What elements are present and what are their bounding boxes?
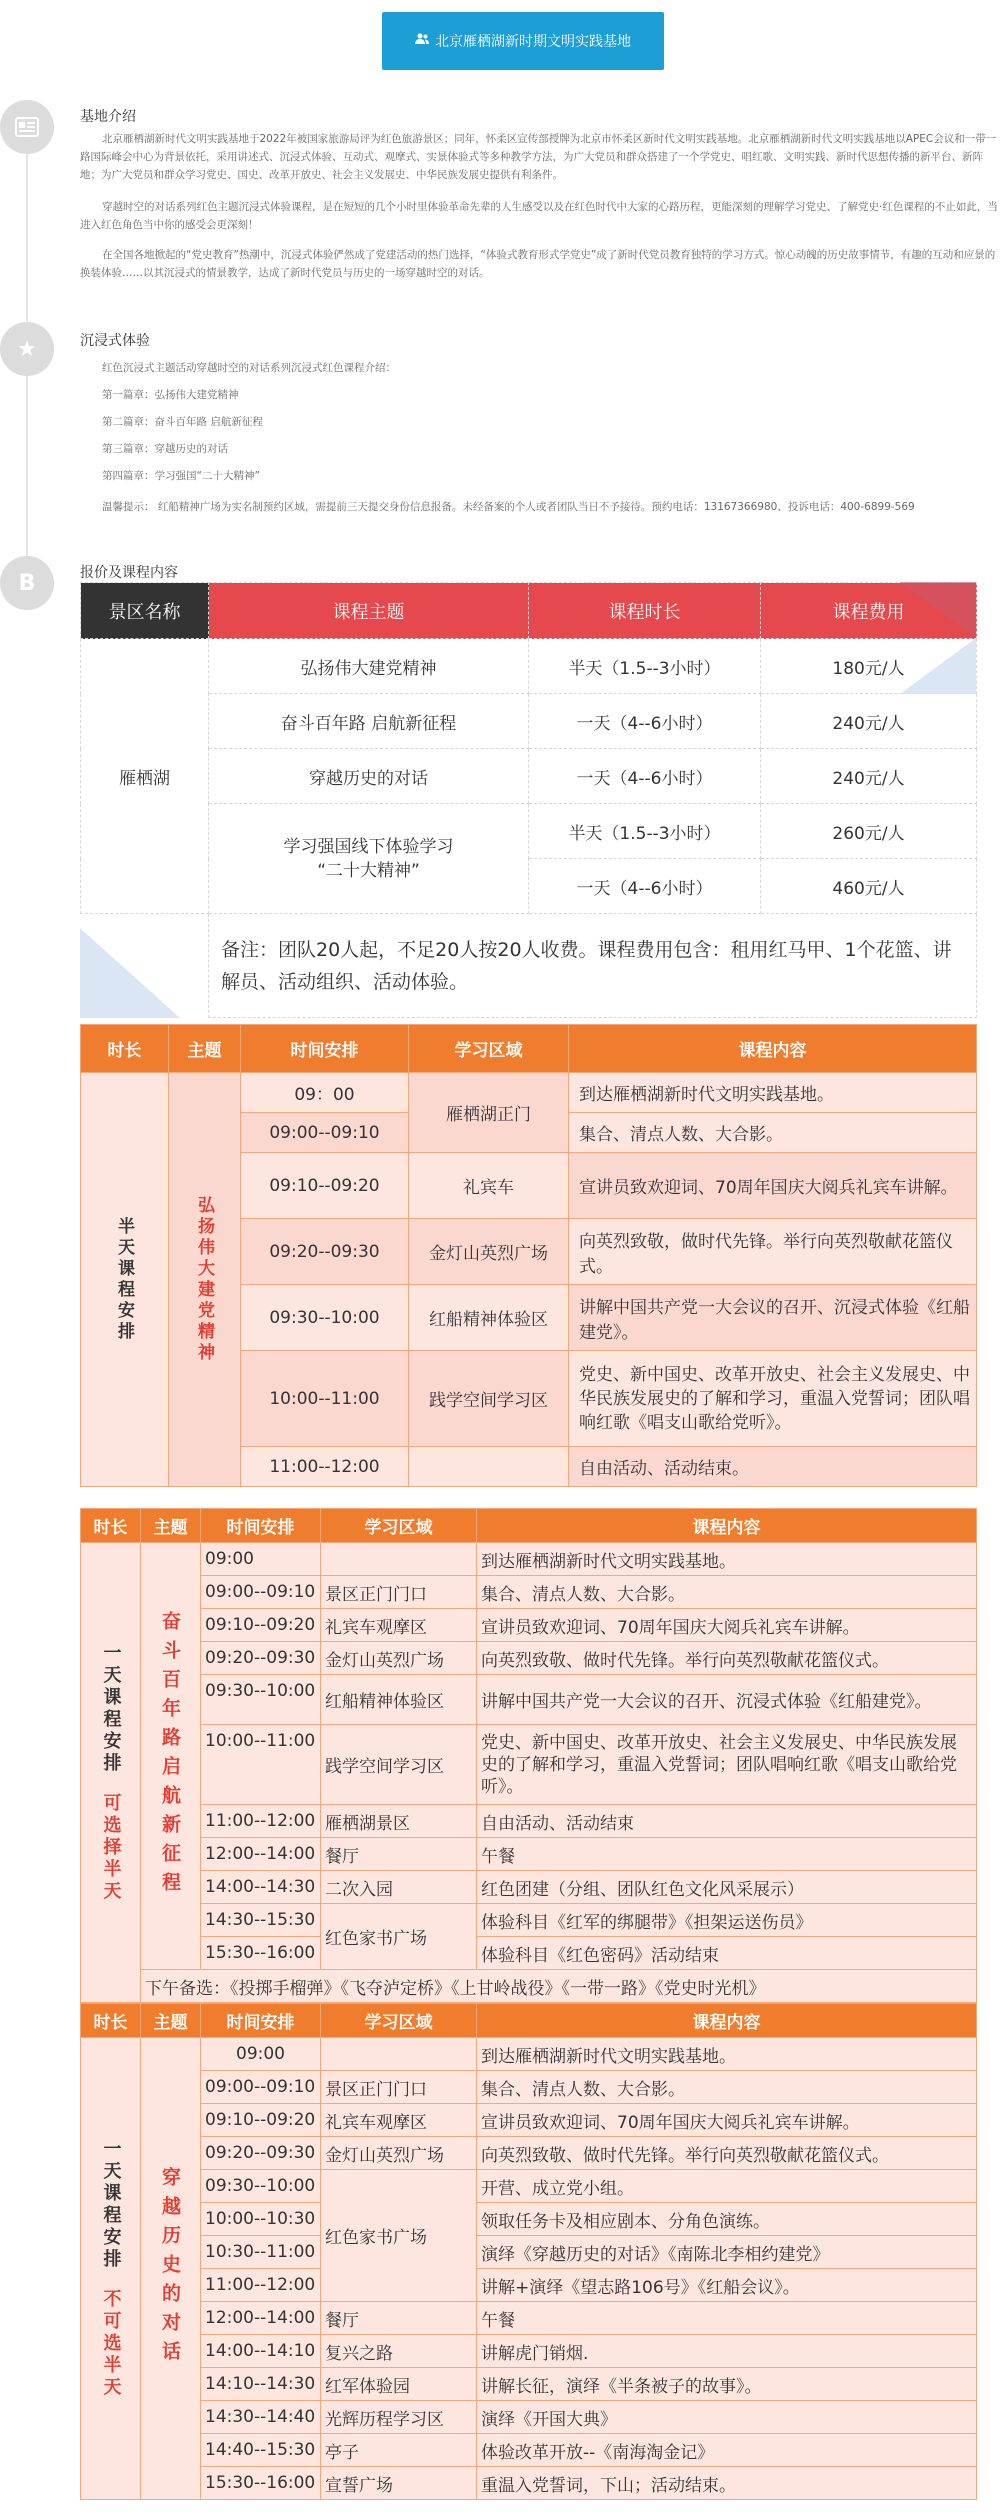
- content-cell: 向英烈致敬、做时代先锋。举行向英烈敬献花篮仪式。: [477, 1642, 977, 1675]
- content-cell: 红色团建（分组、团队红色文化风采展示）: [477, 1871, 977, 1904]
- time-cell: 09:10--09:20: [241, 1153, 409, 1219]
- schedule-header: 主题: [169, 1025, 241, 1073]
- content-cell: 体验科目《红色密码》活动结束: [477, 1937, 977, 1970]
- decor-triangle: [900, 638, 976, 694]
- time-cell: 14:40--15:30: [201, 2434, 321, 2467]
- time-cell: 09:30--10:00: [201, 1675, 321, 1725]
- area-cell: 红船精神体验区: [321, 1675, 477, 1725]
- time-cell: 14:00--14:30: [201, 1871, 321, 1904]
- course-duration: 一天（4--6小时）: [529, 859, 761, 914]
- area-cell: 红色家书广场: [321, 2170, 477, 2302]
- area-cell: 红船精神体验区: [409, 1285, 569, 1351]
- course-fee: 260元/人: [761, 804, 977, 859]
- content-cell: 集合、清点人数、大合影。: [477, 2071, 977, 2104]
- schedule-optional: 不可选半天: [100, 2288, 122, 2399]
- intro-paragraph-1: 北京雁栖湖新时代文明实践基地于2022年被国家旅游局评为红色旅游景区；同年，怀柔区宣传部授牌为北京市怀柔区新时代文明实践基地。北京雁栖湖新时代文明实践基地以APEC会议和一带一路国际峰会中心为背景依托，采用讲述式、沉浸式体验、互动式、观摩式、实景体验式等多种教学方法，为广大党员和群众搭建了一个学党史、唱红歌、文明实践、新时代思想传播的新平台、新阵地；为广大党员和群众学习党史、国史、改革开放史、社会主义发展史、中华民族发展史提供有利条件。: [80, 133, 997, 181]
- schedule-header: 时长: [81, 2004, 141, 2038]
- intro-paragraph-2: 穿越时空的对话系列红色主题沉浸式体验课程，是在短短的几个小时里体验革命先辈的人生感受以及在红色时代中大家的心路历程，更能深刻的理解学习党史、了解党史·红色课程的不止如此，当进入红色角色当中你的感受会更深刻！: [80, 201, 998, 231]
- chapter-item: 第四篇章：学习强国“二十大精神”: [102, 470, 260, 482]
- time-cell: 10:00--11:00: [241, 1351, 409, 1447]
- time-cell: 14:10--14:30: [201, 2368, 321, 2401]
- time-cell: 09:20--09:30: [201, 2137, 321, 2170]
- time-cell: 09:00: [201, 1543, 321, 1576]
- time-cell: 09:10--09:20: [201, 2104, 321, 2137]
- schedule-theme: 奋斗百年路启航新征程: [159, 1611, 181, 1901]
- schedule-header: 课程内容: [477, 2004, 977, 2038]
- content-cell: 自由活动、活动结束: [477, 1805, 977, 1838]
- decor-triangle: [900, 582, 976, 638]
- content-cell: 宣讲员致欢迎词、70周年国庆大阅兵礼宾车讲解。: [477, 1609, 977, 1642]
- base-title-button[interactable]: [382, 12, 664, 70]
- time-cell: 11:00--12:00: [201, 2269, 321, 2302]
- area-cell: 光辉历程学习区: [321, 2401, 477, 2434]
- area-cell: 金灯山英烈广场: [321, 1642, 477, 1675]
- chapter-item: 第一篇章：弘扬伟大建党精神: [102, 389, 239, 401]
- schedule-full-day-1: [80, 1508, 977, 2003]
- schedule-header: 时间安排: [201, 2004, 321, 2038]
- content-cell: 讲解虎门销烟.: [477, 2335, 977, 2368]
- area-cell: 宣誓广场: [321, 2467, 477, 2500]
- time-cell: 09:00--09:10: [201, 1576, 321, 1609]
- course-theme: 学习强国线下体验学习 “二十大精神”: [209, 804, 529, 914]
- content-cell: 到达雁栖湖新时代文明实践基地。: [569, 1073, 977, 1113]
- time-cell: 14:00--14:10: [201, 2335, 321, 2368]
- course-duration: 一天（4--6小时）: [529, 749, 761, 804]
- content-cell: 到达雁栖湖新时代文明实践基地。: [477, 1543, 977, 1576]
- content-cell: 领取任务卡及相应剧本、分角色演练。: [477, 2203, 977, 2236]
- area-cell: 餐厅: [321, 2302, 477, 2335]
- schedule-header: 课程内容: [569, 1025, 977, 1073]
- price-note: 备注：团队20人起，不足20人按20人收费。课程费用包含：租用红马甲、1个花篮、讲解员、活动组织、活动体验。: [209, 914, 977, 1018]
- schedule-header: 学习区域: [321, 1509, 477, 1543]
- schedule-theme: 弘扬伟大建党精神: [194, 1195, 214, 1364]
- schedule-header: 课程内容: [477, 1509, 977, 1543]
- chapter-item: 第二篇章：奋斗百年路 启航新征程: [102, 416, 263, 428]
- content-cell: 午餐: [477, 2302, 977, 2335]
- content-cell: 演绎《开国大典》: [477, 2401, 977, 2434]
- content-cell: 午餐: [477, 1838, 977, 1871]
- content-cell: 重温入党誓词，下山；活动结束。: [477, 2467, 977, 2500]
- schedule-half-day: [80, 1024, 977, 1487]
- users-icon: [415, 33, 429, 49]
- intro-title: 基地介绍: [80, 109, 136, 125]
- area-cell: 礼宾车: [409, 1153, 569, 1219]
- time-cell: 09：00: [241, 1073, 409, 1113]
- area-cell: 复兴之路: [321, 2335, 477, 2368]
- content-cell: 党史、新中国史、改革开放史、社会主义发展史、中华民族发展史的了解和学习，重温入党誓词；团队唱响红歌《唱支山歌给党听》。: [477, 1725, 977, 1805]
- content-cell: 讲解中国共产党一大会议的召开、沉浸式体验《红船建党》。: [569, 1285, 977, 1351]
- time-cell: 11:00--12:00: [201, 1805, 321, 1838]
- area-cell: 二次入园: [321, 1871, 477, 1904]
- chapter-item: 第三篇章：穿越历史的对话: [102, 443, 228, 455]
- content-cell: 集合、清点人数、大合影。: [569, 1113, 977, 1153]
- area-cell: 金灯山英烈广场: [409, 1219, 569, 1285]
- schedule-theme: 穿越历史的对话: [159, 2167, 181, 2370]
- time-cell: 09:10--09:20: [201, 1609, 321, 1642]
- area-cell: 金灯山英烈广场: [321, 2137, 477, 2170]
- price-table: [80, 582, 977, 1018]
- time-cell: 11:00--12:00: [241, 1447, 409, 1487]
- content-cell: 宣讲员致欢迎词、70周年国庆大阅兵礼宾车讲解。: [477, 2104, 977, 2137]
- schedule-header: 学习区域: [321, 2004, 477, 2038]
- scenic-name: 雁栖湖: [81, 639, 209, 914]
- course-theme: 穿越历史的对话: [209, 749, 529, 804]
- price-header: 课程时长: [529, 583, 761, 639]
- area-cell: [321, 2038, 477, 2071]
- schedule-full-day-2: [80, 2003, 977, 2500]
- content-cell: 集合、清点人数、大合影。: [477, 1576, 977, 1609]
- time-cell: 09:30--10:00: [241, 1285, 409, 1351]
- time-cell: 09:20--09:30: [241, 1219, 409, 1285]
- area-cell: 景区正门门口: [321, 2071, 477, 2104]
- schedule-optional: 可选择半天: [100, 1792, 122, 1903]
- course-fee: 180元/人: [761, 639, 977, 694]
- area-cell: 餐厅: [321, 1838, 477, 1871]
- price-header: 课程主题: [209, 583, 529, 639]
- content-cell: 讲解长征，演绎《半条被子的故事》。: [477, 2368, 977, 2401]
- time-cell: 14:30--15:30: [201, 1904, 321, 1937]
- course-fee: 240元/人: [761, 749, 977, 804]
- area-cell: 红军体验园: [321, 2368, 477, 2401]
- content-cell: 体验科目《红军的绑腿带》《担架运送伤员》: [477, 1904, 977, 1937]
- schedule-duration: 一天课程安排: [100, 2138, 122, 2271]
- time-cell: 12:00--14:00: [201, 1838, 321, 1871]
- schedule-header: 主题: [141, 2004, 201, 2038]
- area-cell: 红色家书广场: [321, 1904, 477, 1970]
- area-cell: 雁栖湖景区: [321, 1805, 477, 1838]
- course-duration: 一天（4--6小时）: [529, 694, 761, 749]
- base-title-label: 北京雁栖湖新时期文明实践基地: [435, 34, 631, 50]
- content-cell: 体验改革开放--《南海淘金记》: [477, 2434, 977, 2467]
- content-cell: 向英烈致敬、做时代先锋。举行向英烈敬献花篮仪式。: [477, 2137, 977, 2170]
- content-cell: 讲解+演绎《望志路106号》《红船会议》。: [477, 2269, 977, 2302]
- course-duration: 半天（1.5--3小时）: [529, 639, 761, 694]
- reservation-tip: 温馨提示： 红船精神广场为实名制预约区域，需提前三天提交身份信息报备。未经备案的个人或者团队当日不予接待。预约电话：13167366980、投诉电话：400-6899-569: [102, 501, 915, 513]
- pricing-title: 报价及课程内容: [80, 565, 178, 581]
- time-cell: 14:30--14:40: [201, 2401, 321, 2434]
- time-cell: 09:00--09:10: [241, 1113, 409, 1153]
- schedule-header: 时长: [81, 1025, 169, 1073]
- optional-activities: 下午备选：《投掷手榴弹》《飞夺泸定桥》《上甘岭战役》《一带一路》《党史时光机》: [141, 1970, 977, 2003]
- time-cell: 10:00--10:30: [201, 2203, 321, 2236]
- time-cell: 15:30--16:00: [201, 2467, 321, 2500]
- time-cell: 12:00--14:00: [201, 2302, 321, 2335]
- area-cell: 践学空间学习区: [409, 1351, 569, 1447]
- star-icon: ★: [0, 322, 54, 376]
- b-icon: B: [0, 556, 54, 610]
- content-cell: 到达雁栖湖新时代文明实践基地。: [477, 2038, 977, 2071]
- course-duration: 半天（1.5--3小时）: [529, 804, 761, 859]
- content-cell: 讲解中国共产党一大会议的召开、沉浸式体验《红船建党》。: [477, 1675, 977, 1725]
- time-cell: 15:30--16:00: [201, 1937, 321, 1970]
- area-cell: 践学空间学习区: [321, 1725, 477, 1805]
- decor-triangle: [80, 928, 180, 1018]
- intro-paragraph-3: 在全国各地掀起的“党史教育”热潮中，沉浸式体验俨然成了党建活动的热门选择，“体验式教育形式学党史”成了新时代党员教育独特的学习方式。惊心动魄的历史故事情节，有趣的互动和应景的换装体验……以其沉浸式的情景教学，达成了新时代党员与历史的一场穿越时空的对话。: [80, 249, 996, 279]
- time-cell: 10:00--11:00: [201, 1725, 321, 1805]
- area-cell: 礼宾车观摩区: [321, 1609, 477, 1642]
- immersive-lead: 红色沉浸式主题活动穿越时空的对话系列沉浸式红色课程介绍：: [102, 362, 396, 374]
- time-cell: 09:30--10:00: [201, 2170, 321, 2203]
- schedule-duration: 半天课程安排: [114, 1216, 134, 1343]
- course-theme: 弘扬伟大建党精神: [209, 639, 529, 694]
- area-cell: 景区正门门口: [321, 1576, 477, 1609]
- schedule-header: 时间安排: [241, 1025, 409, 1073]
- schedule-header: 时间安排: [201, 1509, 321, 1543]
- content-cell: 宣讲员致欢迎词、70周年国庆大阅兵礼宾车讲解。: [569, 1153, 977, 1219]
- area-cell: [409, 1447, 569, 1487]
- schedule-header: 学习区域: [409, 1025, 569, 1073]
- info-card-icon: [0, 100, 54, 154]
- time-cell: 09:00: [201, 2038, 321, 2071]
- content-cell: 演绎《穿越历史的对话》《南陈北李相约建党》: [477, 2236, 977, 2269]
- immersive-title: 沉浸式体验: [80, 333, 150, 349]
- area-cell: 雁栖湖正门: [409, 1073, 569, 1153]
- schedule-header: 主题: [141, 1509, 201, 1543]
- course-fee: 240元/人: [761, 694, 977, 749]
- price-header: 景区名称: [81, 583, 209, 639]
- price-header: 课程费用: [761, 583, 977, 639]
- content-cell: 向英烈致敬，做时代先锋。举行向英烈敬献花篮仪式。: [569, 1219, 977, 1285]
- time-cell: 09:00--09:10: [201, 2071, 321, 2104]
- content-cell: 开营、成立党小组。: [477, 2170, 977, 2203]
- schedule-header: 时长: [81, 1509, 141, 1543]
- schedule-duration: 一天课程安排: [100, 1642, 122, 1775]
- area-cell: [321, 1543, 477, 1576]
- time-cell: 10:30--11:00: [201, 2236, 321, 2269]
- area-cell: 亭子: [321, 2434, 477, 2467]
- content-cell: 党史、新中国史、改革开放史、社会主义发展史、中华民族发展史的了解和学习，重温入党誓词；团队唱响红歌《唱支山歌给党听》。: [569, 1351, 977, 1447]
- time-cell: 09:20--09:30: [201, 1642, 321, 1675]
- course-theme: 奋斗百年路 启航新征程: [209, 694, 529, 749]
- area-cell: 礼宾车观摩区: [321, 2104, 477, 2137]
- course-fee: 460元/人: [761, 859, 977, 914]
- content-cell: 自由活动、活动结束。: [569, 1447, 977, 1487]
